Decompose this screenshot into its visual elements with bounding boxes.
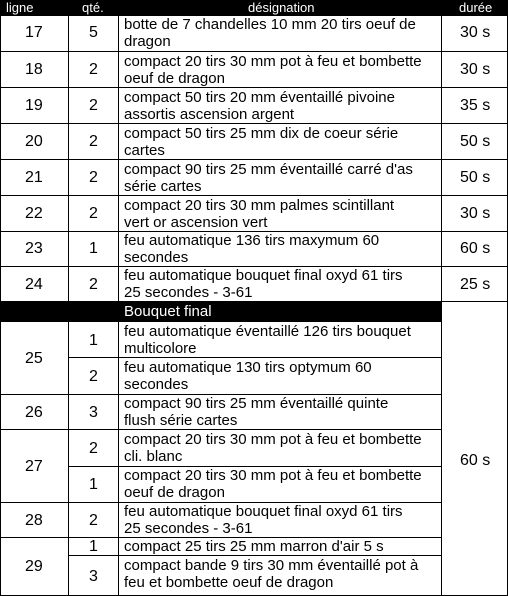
designation-line: compact 25 tirs 25 mm marron d'air 5 s xyxy=(124,538,384,555)
ligne-cell: 28 xyxy=(25,512,43,529)
duree-cell: 50 s xyxy=(460,133,491,150)
bouquet-duree-cell: 60 s xyxy=(460,452,491,469)
ligne-cell: 19 xyxy=(25,97,43,114)
designation-line: oeuf de dragon xyxy=(124,484,225,501)
designation-line: 25 secondes - 3-61 xyxy=(124,284,253,301)
designation-line: compact 20 tirs 30 mm pot à feu et bombette xyxy=(124,53,422,70)
header-ligne: ligne xyxy=(6,0,34,15)
designation-line: compact 90 tirs 25 mm éventaillé quinte xyxy=(124,395,389,412)
section-bouquet-final xyxy=(0,302,441,322)
designation-line: secondes xyxy=(124,376,189,393)
designation-line: compact 50 tirs 25 mm dix de coeur série xyxy=(124,125,399,142)
qte-cell: 1 xyxy=(89,240,98,257)
designation-line: oeuf de dragon xyxy=(124,70,225,87)
designation-line: série cartes xyxy=(124,178,202,195)
designation-line: compact 50 tirs 20 mm éventaillé pivoine xyxy=(124,89,395,106)
ligne-cell: 23 xyxy=(25,240,43,257)
ligne-cell: 26 xyxy=(25,404,43,421)
ligne-cell: 20 xyxy=(25,133,43,150)
designation-line: assortis ascension argent xyxy=(124,106,295,123)
designation-line: cartes xyxy=(124,142,165,159)
duree-cell: 60 s xyxy=(460,240,491,257)
designation-line: feu automatique bouquet final oxyd 61 tirs xyxy=(124,267,403,284)
qte-cell: 1 xyxy=(89,476,98,493)
qte-cell: 2 xyxy=(89,97,98,114)
qte-cell: 2 xyxy=(89,276,98,293)
ligne-cell: 27 xyxy=(25,458,43,475)
qte-cell: 3 xyxy=(89,568,98,585)
designation-line: compact bande 9 tirs 30 mm éventaillé pot à xyxy=(124,557,419,574)
duree-cell: 25 s xyxy=(460,276,491,293)
qte-cell: 2 xyxy=(89,205,98,222)
section-title: Bouquet final xyxy=(124,303,212,320)
designation-line: feu automatique éventaillé 126 tirs bouquet xyxy=(124,323,411,340)
designation-line: secondes xyxy=(124,249,189,266)
duree-cell: 50 s xyxy=(460,169,491,186)
header-designation: désignation xyxy=(248,0,315,15)
qte-cell: 2 xyxy=(89,169,98,186)
duree-cell: 30 s xyxy=(460,205,491,222)
designation-line: feu et bombette oeuf de dragon xyxy=(124,574,334,591)
designation-line: compact 20 tirs 30 mm pot à feu et bombette xyxy=(124,431,422,448)
designation-line: botte de 7 chandelles 10 mm 20 tirs oeuf de xyxy=(124,16,416,33)
designation-line: 25 secondes - 3-61 xyxy=(124,520,253,537)
ligne-cell: 29 xyxy=(25,558,43,575)
ligne-cell: 22 xyxy=(25,205,43,222)
qte-cell: 2 xyxy=(89,61,98,78)
ligne-cell: 18 xyxy=(25,61,43,78)
designation-line: cli. blanc xyxy=(124,448,183,465)
qte-cell: 3 xyxy=(89,404,98,421)
designation-line: dragon xyxy=(124,33,171,50)
ligne-cell: 17 xyxy=(25,24,43,41)
schedule-table xyxy=(0,16,508,596)
ligne-cell: 21 xyxy=(25,169,43,186)
designation-line: vert or ascension vert xyxy=(124,214,268,231)
designation-line: multicolore xyxy=(124,340,197,357)
table-header xyxy=(0,0,508,16)
designation-line: flush série cartes xyxy=(124,412,238,429)
designation-line: feu automatique 130 tirs optymum 60 xyxy=(124,359,372,376)
designation-line: compact 20 tirs 30 mm palmes scintillant xyxy=(124,197,395,214)
qte-cell: 5 xyxy=(89,24,98,41)
ligne-cell: 24 xyxy=(25,276,43,293)
designation-line: feu automatique 136 tirs maxymum 60 xyxy=(124,232,380,249)
qte-cell: 1 xyxy=(89,538,98,555)
designation-line: compact 90 tirs 25 mm éventaillé carré d'as xyxy=(124,161,413,178)
designation-line: compact 20 tirs 30 mm pot à feu et bombette xyxy=(124,467,422,484)
designation-line: feu automatique bouquet final oxyd 61 tirs xyxy=(124,503,403,520)
header-qte: qté. xyxy=(82,0,104,15)
duree-cell: 35 s xyxy=(460,97,491,114)
qte-cell: 2 xyxy=(89,133,98,150)
qte-cell: 2 xyxy=(89,440,98,457)
duree-cell: 30 s xyxy=(460,24,491,41)
qte-cell: 1 xyxy=(89,332,98,349)
ligne-cell: 25 xyxy=(25,350,43,367)
header-duree: durée xyxy=(459,0,493,15)
duree-cell: 30 s xyxy=(460,61,491,78)
qte-cell: 2 xyxy=(89,512,98,529)
qte-cell: 2 xyxy=(89,368,98,385)
